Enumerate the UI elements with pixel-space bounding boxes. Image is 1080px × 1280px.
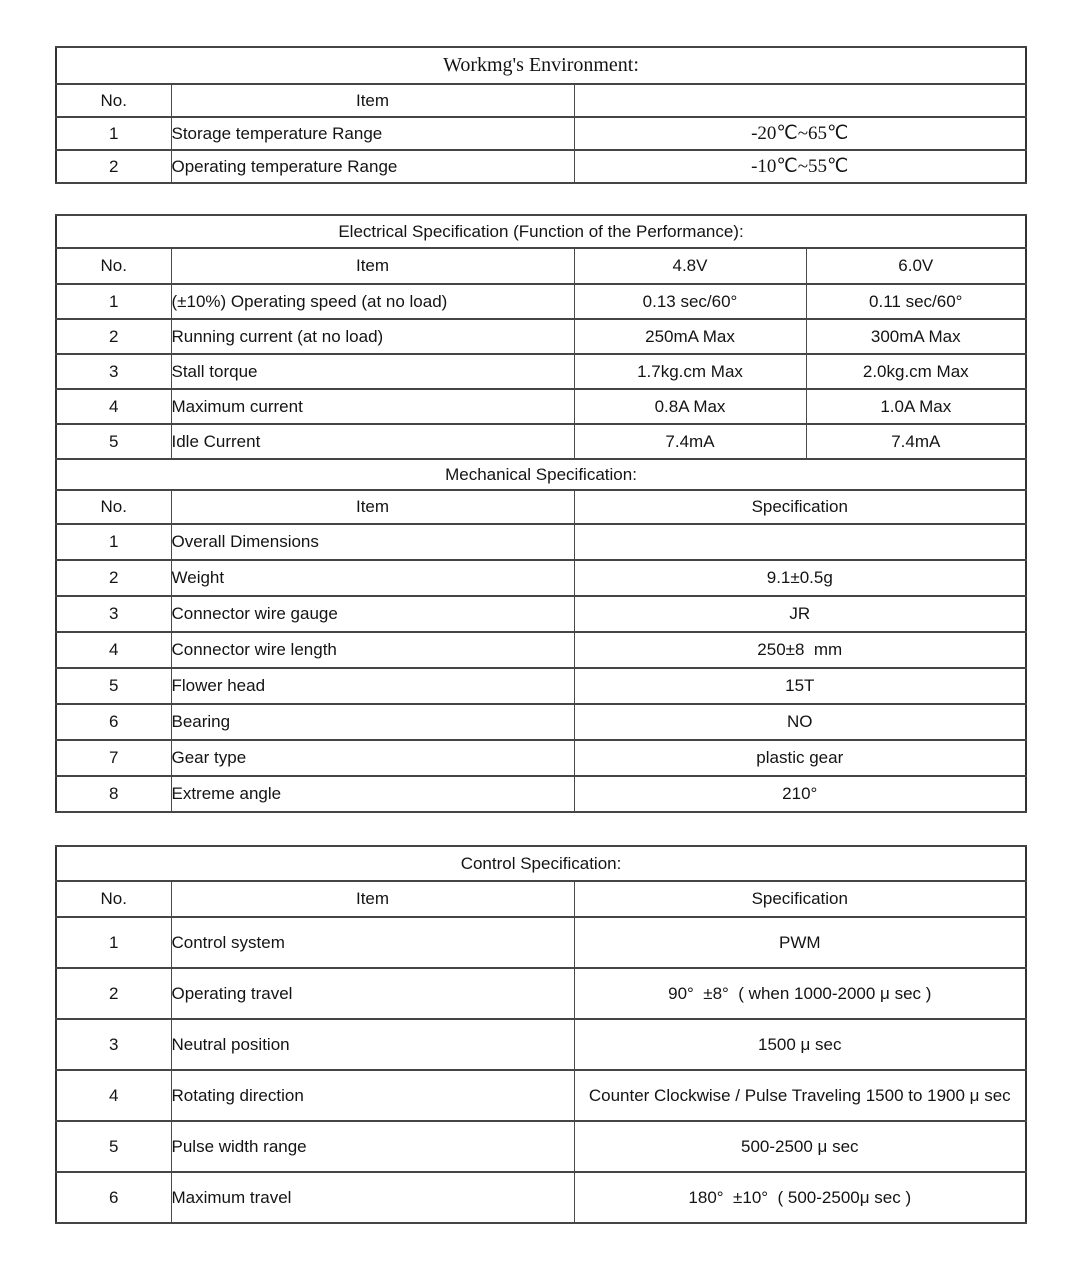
- value-cell-6-0v: 2.0kg.cm Max: [806, 354, 1026, 389]
- row-number-cell: 6: [56, 1172, 171, 1223]
- table-row: [56, 596, 1026, 632]
- table-row: [56, 459, 1026, 490]
- working-environment-title: Workmg's Environment:: [56, 47, 1026, 84]
- row-number-cell: 2: [56, 560, 171, 596]
- control-specification-title: Control Specification:: [56, 846, 1026, 881]
- column-header-specification: Specification: [574, 881, 1026, 917]
- column-header-no: No.: [56, 881, 171, 917]
- row-number-cell: 5: [56, 424, 171, 459]
- column-header-6-0v: 6.0V: [806, 248, 1026, 284]
- electrical-mechanical-table: [55, 214, 1027, 813]
- electrical-specification-title: Electrical Specification (Function of the Performance):: [56, 215, 1026, 248]
- value-cell-6-0v: 1.0A Max: [806, 389, 1026, 424]
- specification-cell: 210°: [574, 776, 1026, 812]
- specification-cell: Counter Clockwise / Pulse Traveling 1500 to 1900 μ sec: [574, 1070, 1026, 1121]
- column-header-item: Item: [171, 248, 574, 284]
- row-number-cell: 3: [56, 1019, 171, 1070]
- row-number-cell: 8: [56, 776, 171, 812]
- control-specification-table: [55, 845, 1027, 1224]
- column-header-4-8v: 4.8V: [574, 248, 806, 284]
- table-row: [56, 968, 1026, 1019]
- table-row: [56, 354, 1026, 389]
- specification-cell: 90° ±8° ( when 1000-2000 μ sec ): [574, 968, 1026, 1019]
- column-header-no: No.: [56, 84, 171, 117]
- specification-cell: 500-2500 μ sec: [574, 1121, 1026, 1172]
- item-cell: Pulse width range: [171, 1121, 574, 1172]
- item-cell: Overall Dimensions: [171, 524, 574, 560]
- table-row: [56, 389, 1026, 424]
- table-row: [56, 84, 1026, 117]
- table-row: [56, 1019, 1026, 1070]
- item-cell: Connector wire gauge: [171, 596, 574, 632]
- value-cell-6-0v: 7.4mA: [806, 424, 1026, 459]
- column-header-blank: [574, 84, 1026, 117]
- row-number-cell: 6: [56, 704, 171, 740]
- mechanical-specification-title: Mechanical Specification:: [56, 459, 1026, 490]
- row-number-cell: 2: [56, 968, 171, 1019]
- column-header-item: Item: [171, 881, 574, 917]
- value-cell-6-0v: 0.11 sec/60°: [806, 284, 1026, 319]
- table-row: [56, 704, 1026, 740]
- item-cell: Operating travel: [171, 968, 574, 1019]
- table-row: [56, 1172, 1026, 1223]
- table-row: [56, 284, 1026, 319]
- specification-cell: PWM: [574, 917, 1026, 968]
- row-number-cell: 1: [56, 917, 171, 968]
- table-row: [56, 776, 1026, 812]
- row-number-cell: 3: [56, 596, 171, 632]
- value-cell: -10℃~55℃: [574, 150, 1026, 183]
- item-cell: (±10%) Operating speed (at no load): [171, 284, 574, 319]
- table-row: [56, 560, 1026, 596]
- item-cell: Neutral position: [171, 1019, 574, 1070]
- table-row: [56, 248, 1026, 284]
- item-cell: Flower head: [171, 668, 574, 704]
- table-row: [56, 524, 1026, 560]
- column-header-no: No.: [56, 248, 171, 284]
- row-number-cell: 3: [56, 354, 171, 389]
- specification-cell: NO: [574, 704, 1026, 740]
- table-row: [56, 150, 1026, 183]
- table-row: [56, 881, 1026, 917]
- item-cell: Extreme angle: [171, 776, 574, 812]
- row-number-cell: 1: [56, 524, 171, 560]
- table-row: [56, 1070, 1026, 1121]
- table-row: [56, 319, 1026, 354]
- table-row: [56, 117, 1026, 150]
- column-header-item: Item: [171, 84, 574, 117]
- item-cell: Operating temperature Range: [171, 150, 574, 183]
- value-cell-4-8v: 0.8A Max: [574, 389, 806, 424]
- working-environment-table: [55, 46, 1027, 184]
- item-cell: Idle Current: [171, 424, 574, 459]
- specification-cell: 1500 μ sec: [574, 1019, 1026, 1070]
- item-cell: Storage temperature Range: [171, 117, 574, 150]
- item-cell: Rotating direction: [171, 1070, 574, 1121]
- row-number-cell: 1: [56, 117, 171, 150]
- table-row: [56, 632, 1026, 668]
- specification-cell: JR: [574, 596, 1026, 632]
- value-cell-6-0v: 300mA Max: [806, 319, 1026, 354]
- item-cell: Control system: [171, 917, 574, 968]
- item-cell: Stall torque: [171, 354, 574, 389]
- value-cell-4-8v: 1.7kg.cm Max: [574, 354, 806, 389]
- item-cell: Gear type: [171, 740, 574, 776]
- table-row: [56, 1121, 1026, 1172]
- table-row: [56, 424, 1026, 459]
- value-cell: -20℃~65℃: [574, 117, 1026, 150]
- table-row: [56, 490, 1026, 524]
- column-header-no: No.: [56, 490, 171, 524]
- value-cell-4-8v: 7.4mA: [574, 424, 806, 459]
- row-number-cell: 7: [56, 740, 171, 776]
- specification-cell: plastic gear: [574, 740, 1026, 776]
- specification-cell: 250±8 mm: [574, 632, 1026, 668]
- item-cell: Maximum current: [171, 389, 574, 424]
- item-cell: Weight: [171, 560, 574, 596]
- item-cell: Bearing: [171, 704, 574, 740]
- table-row: [56, 917, 1026, 968]
- row-number-cell: 2: [56, 319, 171, 354]
- table-row: [56, 668, 1026, 704]
- table-row: [56, 47, 1026, 84]
- table-row: [56, 215, 1026, 248]
- value-cell-4-8v: 250mA Max: [574, 319, 806, 354]
- specification-cell: 9.1±0.5g: [574, 560, 1026, 596]
- item-cell: Connector wire length: [171, 632, 574, 668]
- specification-cell: [574, 524, 1026, 560]
- column-header-item: Item: [171, 490, 574, 524]
- table-row: [56, 740, 1026, 776]
- row-number-cell: 2: [56, 150, 171, 183]
- specification-cell: 180° ±10° ( 500-2500μ sec ): [574, 1172, 1026, 1223]
- row-number-cell: 4: [56, 389, 171, 424]
- column-header-specification: Specification: [574, 490, 1026, 524]
- value-cell-4-8v: 0.13 sec/60°: [574, 284, 806, 319]
- table-row: [56, 846, 1026, 881]
- row-number-cell: 5: [56, 1121, 171, 1172]
- row-number-cell: 5: [56, 668, 171, 704]
- row-number-cell: 4: [56, 1070, 171, 1121]
- row-number-cell: 1: [56, 284, 171, 319]
- item-cell: Running current (at no load): [171, 319, 574, 354]
- row-number-cell: 4: [56, 632, 171, 668]
- item-cell: Maximum travel: [171, 1172, 574, 1223]
- specification-cell: 15T: [574, 668, 1026, 704]
